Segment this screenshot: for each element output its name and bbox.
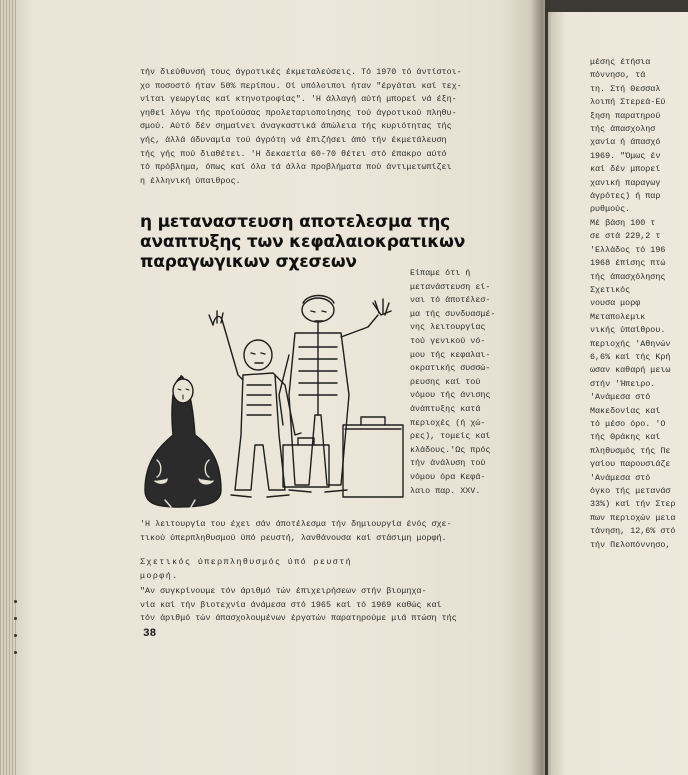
bottom-paragraph — [140, 518, 512, 545]
right-page-line: Σχετικός — [590, 284, 631, 295]
subsection-line-1: Σχετικός ύπερπληθυσμός ύπό ρευστή — [140, 557, 353, 567]
right-page-line: άγρότες) ή παρ — [590, 191, 661, 202]
right-page-line: 'Ελλάδος τό 196 — [590, 244, 666, 255]
heading-line-3: παραγωγικων σχεσεων — [140, 252, 357, 272]
right-page-line: τη. Στή Θεσσαλ — [590, 83, 661, 94]
side-column-line: ναι τό άποτέλεσ- — [410, 295, 491, 306]
side-column-line: νόμου τής άνισης — [410, 390, 491, 401]
top-paragraph-line: γής, άλλά άδυναμία τού άγρότη νά έπιζήσει άπό τήν έκμετάλευση — [140, 134, 447, 145]
right-page-line: χανία ή άπασχό — [590, 137, 661, 148]
top-paragraph-line: νίται γεωργίας καί κτηνοτροφίας". 'Η άλλαγή αύτή μπορεί νά έξη- — [140, 94, 457, 105]
side-column-line: μετανάστευση εί- — [410, 281, 491, 292]
side-column-line: περιοχές (ή χώ- — [410, 417, 486, 428]
right-page-line: ωσαν καθαρή μειω — [590, 365, 671, 376]
right-page-line: τής άπασχόλησης — [590, 271, 666, 282]
binding-marks — [14, 600, 20, 680]
bottom-paragraph-line: τικού ύπερπληθυσμού ύπό ρευστή, λανθάνουσα καί στάσιμη μορφή. — [140, 532, 447, 543]
family-illustration — [143, 285, 408, 517]
side-column-line: μου τής κεφαλαι- — [410, 349, 491, 360]
right-page-line: τήν Πελοπόννησο, — [590, 539, 671, 550]
right-page-line: τό μέσο όρο. 'Ο — [590, 418, 666, 429]
right-page-line: πόννησο, τά — [590, 70, 646, 81]
side-column-line: κλάδους.'Ως πρός — [410, 444, 491, 455]
section-heading — [140, 212, 520, 272]
side-column-line: νόμου όρα Κεφά- — [410, 471, 486, 482]
side-column-line: τού γενικού νό- — [410, 335, 486, 346]
subsection-line-2: μορφή. — [140, 570, 179, 581]
right-page-line: νικής ύπαίθρου. — [590, 325, 666, 336]
last-paragraph-line: "Αν συγκρίνουμε τόν άριθμό τών έπιχειρήσεων στήν βιομηχα- — [140, 586, 427, 596]
right-page-line: τής άπασχολησ — [590, 124, 656, 135]
right-page-line: Μακεδονίας καί — [590, 405, 661, 416]
subsection-heading — [140, 556, 512, 583]
side-column-line: άνάπτυξης κατά — [410, 403, 481, 414]
right-page-line: μέσης έτήσια — [590, 57, 651, 67]
heading-line-1: η μεταναστευση αποτελεσμα της — [140, 212, 450, 232]
right-page-line: πων περιοχών μεια — [590, 512, 676, 523]
top-paragraph — [140, 66, 512, 188]
top-paragraph-line: χο ποσοστό ήταν 50% περίπου. Οί υπόλοιποι ήταν "έργάται καί τεχ- — [140, 80, 462, 91]
side-column-line: τήν άνάλυση τού — [410, 458, 486, 469]
side-column-line: νης λειτουργίας — [410, 322, 486, 333]
side-column-line: Είπαμε ότι ή — [410, 268, 471, 278]
right-page-line: νουσα μορφ — [590, 298, 641, 309]
right-page-line: ρυθμούς. — [590, 204, 631, 215]
right-page-line: καί δέν μπορεί — [590, 164, 661, 175]
right-page-line: γαίου παρουσιάζε — [590, 459, 671, 470]
right-page-line: 33%) καί τήν Στερ — [590, 499, 676, 510]
side-column-line: μα τής συνδυασμέ- — [410, 308, 496, 319]
right-page-line: 'Ανάμεσα στό — [590, 392, 651, 403]
page-number: 38 — [143, 628, 157, 640]
book-gutter — [530, 0, 552, 775]
right-page-line: περιοχής 'Αθηνών — [590, 338, 671, 349]
right-page-line: 6,6% καί τής Κρή — [590, 351, 671, 362]
last-paragraph-line: τόν άριθμό τών άπασχολουμένων έργατών παρατηρούμε μιά πτώση τής — [140, 613, 457, 624]
side-column-line: λαιο παρ. XXV. — [410, 485, 481, 496]
right-page-line: πληθυσμός τής Πε — [590, 445, 671, 456]
right-page-line: Μέ βάση 100 τ — [590, 217, 656, 228]
right-page-line: χανική παραγωγ — [590, 177, 661, 188]
right-page-line: 1969. "Όμως έν — [590, 150, 661, 161]
bottom-paragraph-line: 'Η λειτουργία του έχει σάν άποτέλεσμα τήν δημιουργία ένός σχε- — [140, 519, 452, 529]
last-paragraph — [140, 585, 512, 626]
top-paragraph-line: τήν διεύθυνσή τους άγροτικές έκμεταλεύσεις. Τό 1970 τό άντίστοι- — [140, 67, 462, 77]
side-column-line: ρευσης καί τού — [410, 376, 481, 387]
top-paragraph-line: τό πρόβλημα, όπως καί όλα τά άλλα προβλήματα πού άντιμετωπίζει — [140, 162, 452, 173]
side-column-line: οκρατικής συσσώ- — [410, 363, 491, 374]
top-paragraph-line: η έλληνική ύπαιθρος. — [140, 175, 241, 186]
side-column-line: ρες), τομείς καί — [410, 431, 491, 442]
top-paragraph-line: γηθεί λόγω τής προϊούσας προλεταριοποίησης τού άγροτικού πληθυ- — [140, 107, 457, 118]
right-page-line: τάνηση, 12,6% στό — [590, 526, 676, 537]
top-paragraph-line: σμού. Αύτό δέν σημαίνει άναγκαστικά άπώλεια τής κυριότητας τής — [140, 121, 452, 132]
right-page-line: ξηση παρατηρού — [590, 110, 661, 121]
right-page-line: όγκο τής μετανάσ — [590, 486, 671, 496]
heading-line-2: αναπτυξης των κεφαλαιοκρατικων — [140, 232, 466, 252]
right-page-line: 1968 έπίσης πτώ — [590, 258, 666, 269]
right-page-line: τής Θράκης καί — [590, 432, 661, 443]
right-page-line: λοιπή Στερεά-Εύ — [590, 97, 666, 108]
right-page-text — [590, 56, 688, 552]
right-page-line: Μεταπολεμικ — [590, 311, 646, 322]
last-paragraph-line: νία καί τήν βιοτεχνία άνάμεσα στό 1965 καί τό 1969 καθώς καί — [140, 599, 442, 610]
right-page-line: σε στά 229,2 τ — [590, 231, 661, 242]
right-page-line: στήν 'Ήπειρο. — [590, 378, 656, 389]
side-column-text — [410, 267, 520, 498]
top-paragraph-line: τής γής πού διαθέτει. 'Η δεκαετία 60-70 θέτει στό έπακρο αύτό — [140, 148, 447, 159]
right-page-line: 'Ανάμεσα στό — [590, 472, 651, 483]
